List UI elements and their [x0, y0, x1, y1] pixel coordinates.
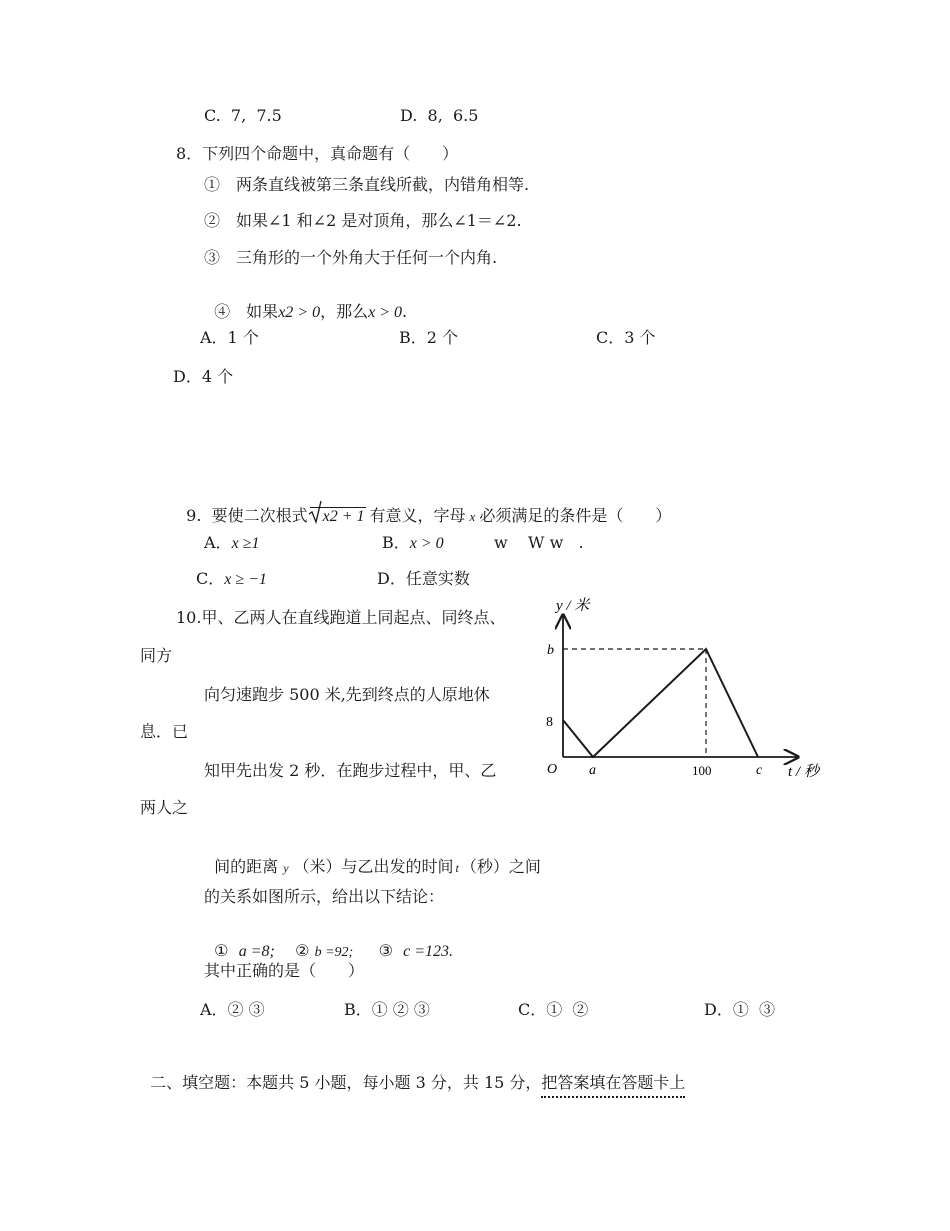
q10-option-b: B．① ② ③: [344, 1000, 430, 1019]
q10-line-7: 间的距离 y （米）与乙出发的时间 t （秒）之间: [214, 857, 541, 876]
q10-line-8: 的关系如图所示，给出以下结论：: [204, 887, 445, 906]
x-tick-a: a: [589, 763, 596, 778]
q7-option-c: C. 7, 7.5: [204, 106, 282, 125]
q9-option-a: A．x ≥1: [204, 533, 260, 552]
x-tick-c: c: [756, 763, 763, 778]
section-2-heading: 二、填空题：本题共 5 小题，每小题 3 分，共 15 分，把答案填在答题卡上: [140, 1059, 685, 1091]
q9-stem: 9. 要使二次根式 x2 + 1 有意义，字母 x 必须满足的条件是（ ）: [176, 491, 671, 525]
sqrt-sign-icon: [308, 500, 322, 524]
q9-variable: x: [469, 509, 476, 524]
q10-line-5: 知甲先出发 2 秒．在跑步过程中，甲、乙: [204, 761, 497, 780]
q8-option-d: D．4 个: [173, 367, 234, 386]
q8-item-2: ② 如果∠1 和∠2 是对顶角，那么∠1＝∠2.: [204, 211, 522, 230]
q8-option-b: B．2 个: [399, 328, 459, 347]
q8-item-4: ④ 如果x2 > 0，那么x > 0.: [214, 302, 408, 321]
q10-option-d: D．① ③: [704, 1000, 776, 1019]
graph-polyline: [563, 649, 758, 757]
q10-line-1: 10.甲、乙两人在直线跑道上同起点、同终点、: [176, 608, 506, 627]
q9-option-c: C．x ≥ −1: [196, 569, 267, 588]
y-axis-label: y / 米: [556, 598, 590, 614]
q8-item-1: ① 两条直线被第三条直线所截，内错角相等.: [204, 175, 530, 194]
x-axis-label: t / 秒: [788, 764, 819, 780]
q10-ask: 其中正确的是（ ）: [204, 961, 365, 980]
y-tick-b: b: [547, 643, 554, 658]
q8-option-c: C．3 个: [596, 328, 656, 347]
q8-item-4-math2: x > 0: [368, 304, 403, 321]
emphasis-text: 把答案填在答题卡上: [541, 1073, 685, 1098]
q10-line-3: 向匀速跑步 500 米,先到终点的人原地休: [204, 685, 490, 704]
q9-option-d: D．任意实数: [377, 569, 470, 588]
y-tick-8: 8: [546, 715, 553, 730]
q10-line-4: 息．已: [140, 722, 189, 741]
q9-watermark: w W w .: [494, 533, 584, 552]
q7-option-d: D. 8, 6.5: [400, 106, 479, 125]
q9-option-b: B．x > 0: [382, 533, 444, 552]
q10-line-2: 同方: [140, 646, 173, 665]
q8-stem: 8．下列四个命题中，真命题有（ ）: [176, 144, 459, 163]
origin-label: O: [547, 762, 558, 777]
q10-option-c: C．① ②: [518, 1000, 589, 1019]
q10-line-6: 两人之: [140, 798, 189, 817]
distance-time-graph: [530, 590, 830, 790]
q9-radical: [310, 507, 366, 525]
q8-item-3: ③ 三角形的一个外角大于任何一个内角.: [204, 248, 498, 267]
q10-option-a: A．② ③: [200, 1000, 265, 1019]
x-tick-100: 100: [692, 763, 712, 778]
q8-option-a: A．1 个: [200, 328, 259, 347]
q8-item-4-math: x2 > 0: [278, 304, 321, 321]
q9-radicand: x2 + 1: [310, 507, 366, 525]
q10-conclusions: ① a =8; ② b =92; ③ c =123.: [214, 941, 454, 960]
